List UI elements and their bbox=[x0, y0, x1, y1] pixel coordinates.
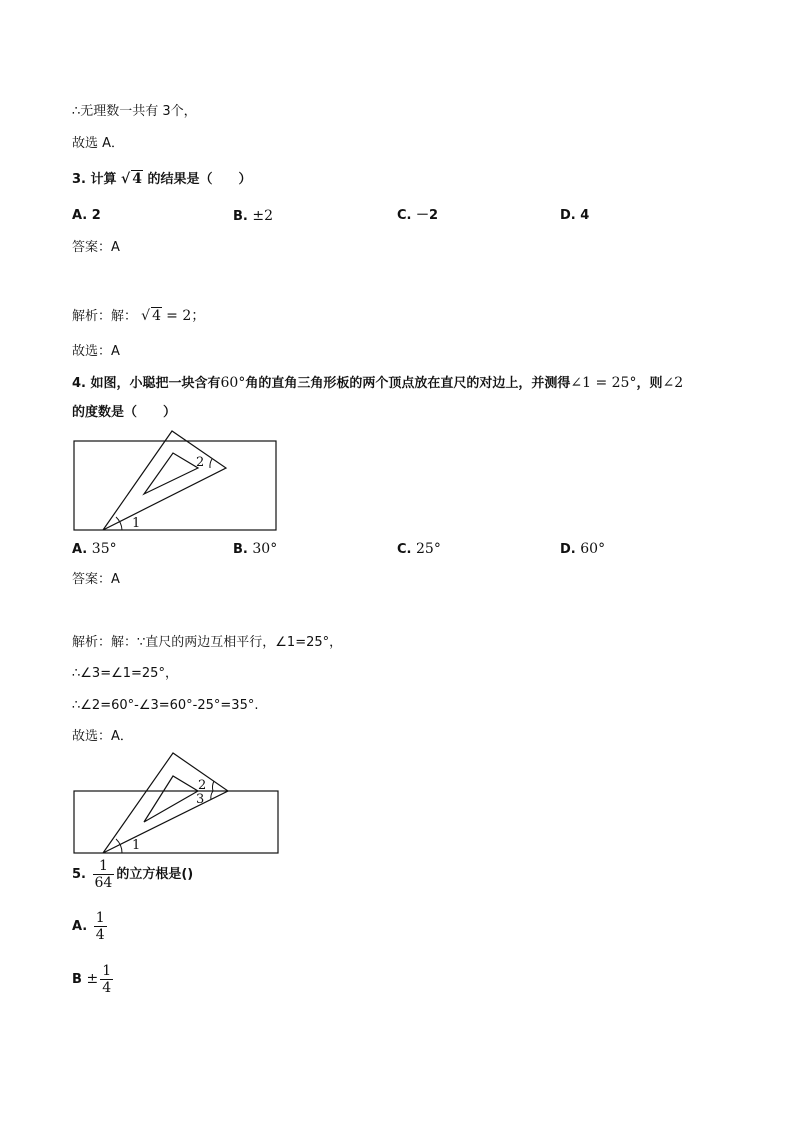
angle3-label: 3 bbox=[196, 792, 205, 807]
q4-option-d-label: D. bbox=[560, 542, 576, 557]
q4-answer: 答案：A bbox=[72, 572, 120, 587]
q5-option-b-num: 1 bbox=[102, 963, 112, 979]
q3-sqrt: √ 4 bbox=[121, 171, 142, 187]
angle2-arc bbox=[213, 781, 214, 791]
q5-fraction bbox=[93, 858, 115, 891]
angle2-label: 2 bbox=[198, 778, 207, 793]
q4-option-c bbox=[397, 540, 441, 559]
triangle-outer bbox=[103, 431, 226, 530]
q4-figure bbox=[72, 428, 282, 536]
angle1-label: 1 bbox=[132, 838, 141, 853]
q4-option-c-value: 25° bbox=[416, 541, 441, 557]
choose-answer-text: 故选 A． bbox=[72, 136, 125, 151]
q4-option-d-value: 60° bbox=[580, 541, 606, 557]
q3-option-a: A. 2 bbox=[72, 208, 101, 223]
q4-option-c-label: C. bbox=[397, 542, 412, 557]
q3-option-c bbox=[397, 207, 438, 225]
angle2-label: 2 bbox=[196, 455, 205, 470]
q5-number: 5. bbox=[72, 867, 86, 882]
q3-option-b-value: ±2 bbox=[252, 208, 274, 224]
q3-stem bbox=[72, 170, 252, 189]
angle2-arc bbox=[210, 459, 212, 468]
angle1-label: 1 bbox=[132, 516, 141, 531]
q4-analysis-line2: ∴∠3=∠1=25°， bbox=[72, 666, 178, 681]
q4-analysis-line1: 解析：解：∵直尺的两边互相平行，∠1=25°， bbox=[72, 635, 343, 650]
q5-frac-num: 1 bbox=[98, 858, 108, 874]
q4-analysis-figure bbox=[72, 750, 282, 858]
q3-option-b bbox=[233, 207, 273, 226]
q4-stem-angle: 60° bbox=[220, 375, 246, 391]
q3-analysis-radicand: 4 bbox=[152, 308, 161, 324]
q4-analysis-line3: ∴∠2=60°-∠3=60°-25°=35°. bbox=[72, 698, 259, 713]
q4-stem-measure: ∠1 = 25° bbox=[570, 375, 637, 391]
q5-stem-suffix: 的立方根是() bbox=[116, 867, 194, 882]
q4-stem-c: ，则 bbox=[636, 376, 663, 391]
q5-stem bbox=[72, 858, 193, 891]
q3-option-c-label: C. bbox=[397, 208, 412, 223]
q4-option-a bbox=[72, 540, 117, 559]
q3-radicand: 4 bbox=[132, 171, 142, 187]
q5-option-a bbox=[72, 910, 109, 943]
q5-option-b-fraction bbox=[100, 963, 113, 996]
ruler bbox=[74, 791, 278, 853]
q4-option-b-label: B. bbox=[233, 542, 248, 557]
q4-option-b-value: 30° bbox=[252, 541, 278, 557]
q5-option-b bbox=[72, 963, 115, 996]
triangle-outer bbox=[103, 753, 228, 853]
q5-option-b-label: B bbox=[72, 972, 82, 987]
q3-analysis-result: = 2； bbox=[166, 308, 206, 324]
q4-option-b bbox=[233, 540, 277, 559]
q3-suffix: 的结果是（ ） bbox=[147, 172, 252, 187]
q5-option-b-sign: ± bbox=[86, 971, 99, 987]
q4-option-d bbox=[560, 540, 605, 559]
q4-stem-angle2: ∠2 bbox=[662, 375, 684, 391]
q3-analysis-prefix: 解析：解： bbox=[72, 309, 138, 324]
q5-option-a-fraction bbox=[94, 910, 107, 943]
q3-option-c-value: －2 bbox=[416, 208, 439, 223]
q3-analysis bbox=[72, 307, 205, 326]
q3-analysis-sqrt: √ 4 bbox=[141, 308, 161, 324]
q4-option-a-value: 35° bbox=[91, 541, 117, 557]
q4-stem-a: 4. 如图，小聪把一块含有 bbox=[72, 376, 221, 391]
q3-answer: 答案：A bbox=[72, 240, 120, 255]
q3-choose: 故选：A bbox=[72, 344, 120, 359]
q3-option-b-label: B. bbox=[233, 209, 248, 224]
q4-stem-line2: 的度数是（ ） bbox=[72, 405, 177, 420]
q4-option-a-label: A. bbox=[72, 542, 88, 557]
q5-option-a-label: A. bbox=[72, 919, 88, 934]
q4-choose: 故选：A． bbox=[72, 729, 133, 744]
q5-option-a-den: 4 bbox=[95, 927, 105, 943]
q3-prefix: 3. 计算 bbox=[72, 172, 117, 187]
q3-option-d: D. 4 bbox=[560, 208, 590, 223]
q4-stem-line1 bbox=[72, 374, 683, 393]
q5-option-b-den: 4 bbox=[102, 980, 112, 996]
q4-stem-b: 角的直角三角形板的两个顶点放在直尺的对边上，并测得 bbox=[245, 376, 571, 391]
q5-frac-den: 64 bbox=[94, 875, 113, 891]
q5-option-a-num: 1 bbox=[95, 910, 105, 926]
conclusion-text: ∴无理数一共有 3个， bbox=[72, 104, 197, 119]
